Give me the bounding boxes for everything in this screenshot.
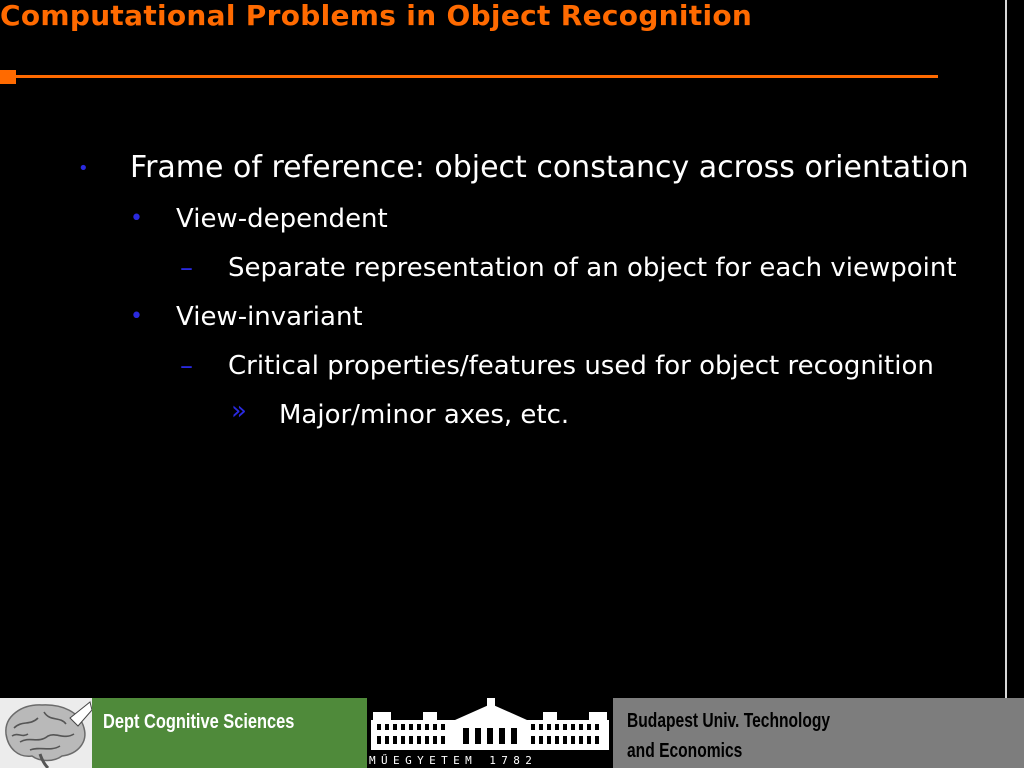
bullet-text: Separate representation of an object for each viewpoint [228,253,957,283]
bullet-marker: • [130,304,143,329]
university-building-logo [367,698,613,768]
bullet-text: View-dependent [176,204,388,234]
bullet-text: Frame of reference: object constancy across orientation [130,150,969,185]
university-label-panel [613,698,1024,768]
dept-label-panel [92,698,367,768]
dash-marker: – [180,253,193,283]
university-name-line1: Budapest Univ. Technology [627,710,831,732]
bullet-marker: • [78,158,89,179]
right-divider-line [1005,0,1007,698]
bullet-text: View-invariant [176,302,363,332]
bullet-text: Critical properties/features used for object recognition [228,351,934,381]
bullet-marker: • [130,206,143,231]
chevron-marker: » [231,396,247,426]
title-rule-square [0,70,16,84]
building-caption: MŰEGYETEM 1782 [369,754,538,767]
university-name-line2: and Economics [627,740,743,762]
bullet-text: Major/minor axes, etc. [279,400,570,430]
title-rule-line [16,75,938,78]
slide-title: Computational Problems in Object Recognition [0,0,753,32]
dash-marker: – [180,351,193,381]
brain-logo [0,698,92,768]
footer-bar [0,698,1024,768]
dept-label: Dept Cognitive Sciences [103,711,295,733]
